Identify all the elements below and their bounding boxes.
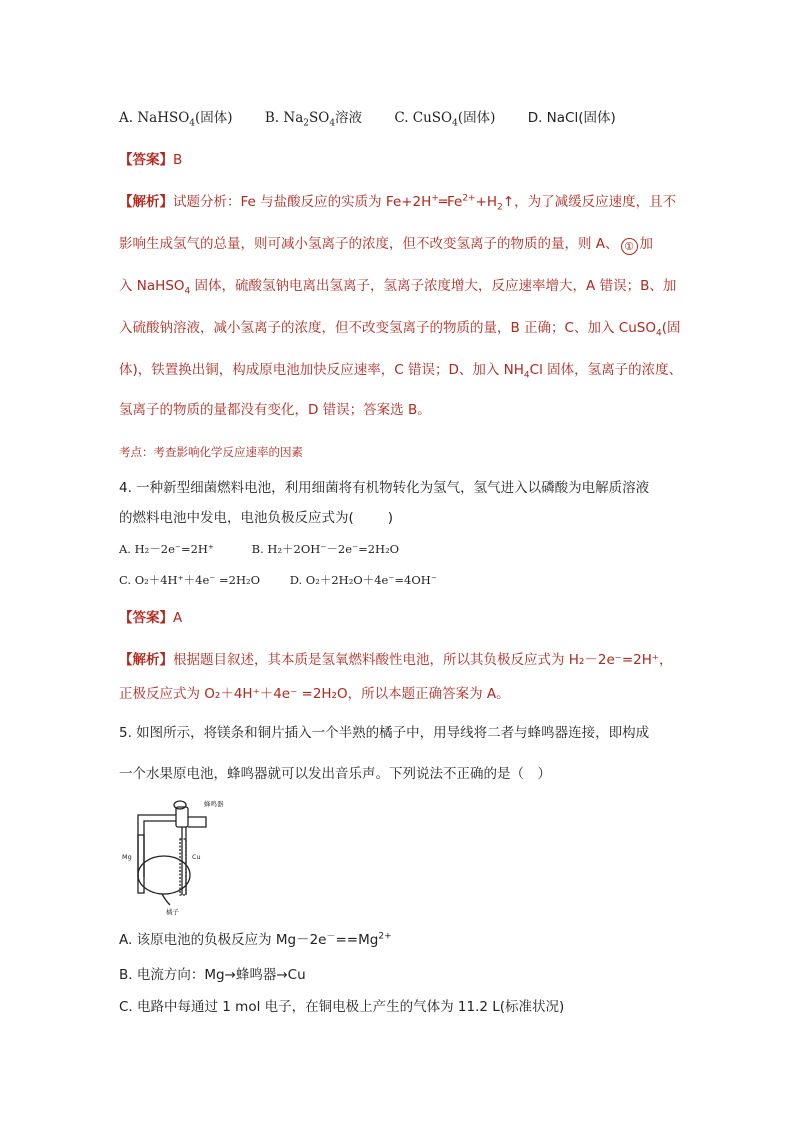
q4-option-b: B. H₂＋2OH⁻－2e⁻=2H₂O (251, 542, 400, 556)
q4-option-d: D. O₂＋2H₂O＋4e⁻=4OH⁻ (289, 573, 437, 587)
mg-label: Mg (122, 853, 132, 861)
q5-option-c: C. 电路中每通过 1 mol 电子，在铜电极上产生的气体为 11.2 L(标准状况) (119, 999, 565, 1015)
buzzer-body (176, 807, 188, 827)
cu-label: Cu (192, 853, 201, 861)
q4-options-line-2 (119, 570, 437, 590)
q4-answer (119, 608, 182, 628)
orange-label: 橘子 (166, 908, 179, 916)
answer-label: 【答案】 (119, 610, 173, 626)
q3-analysis-line-5: 体)，铁置换出铜，构成原电池加快反应速率，C 错误；D、加入 $NH_4Cl$ 固体，氢离子的浓度、 (119, 362, 683, 381)
q3-option-d: D. NaCl(固体) (527, 110, 616, 126)
q4-analysis-line-2: 正极反应式为 O₂＋4H⁺＋4e⁻ =2H₂O，所以本题正确答案为 A。 (119, 686, 510, 702)
analysis-label: 【解析】 (119, 194, 173, 210)
q3-option-a: A. NaHSO$_4$(固体) (119, 110, 233, 129)
q3-analysis-line-4: 入硫酸钠溶液，减小氢离子的浓度，但不改变氢离子的物质的量，B 正确；C、加入 CuSO$_4$(固 (119, 320, 681, 339)
q3-analysis-line-1: 【解析】试题分析：Fe 与盐酸反应的实质为 $Fe+2H^+═Fe^{2+}+H_2↑$，为了减缓反应速度，且不 (119, 193, 677, 213)
answer-value: A (173, 610, 183, 626)
q3-kaodian: 考点：考查影响化学反应速率的因素 (119, 445, 303, 459)
q4-stem-line-1: 4. 一种新型细菌燃料电池，利用细菌将有机物转化为氢气，氢气进入以磷酸为电解质溶液 (119, 480, 650, 496)
fruit-battery-figure (118, 795, 228, 920)
q4-option-c: C. O₂＋4H⁺＋4e⁻ =2H₂O (119, 573, 261, 587)
q4-options-line-1 (119, 539, 399, 559)
answer-value: B (173, 152, 183, 168)
answer-label: 【答案】 (119, 152, 173, 168)
circle-one-mark: ① (621, 238, 638, 255)
q4-analysis-line-1: 【解析】根据题目叙述，其本质是氢氧燃料酸性电池，所以其负极反应式为 H₂－2e⁻=2H⁺， (119, 652, 673, 668)
q3-option-c: C. CuSO$_4$(固体) (394, 110, 496, 129)
q3-analysis-line-6: 氢离子的物质的量都没有变化，D 错误；答案选 B。 (119, 402, 431, 418)
q5-stem-line-2: 一个水果原电池，蜂鸣器就可以发出音乐声。下列说法不正确的是（ ） (119, 766, 551, 782)
q5-option-b: B. 电流方向：Mg→蜂鸣器→Cu (119, 967, 306, 983)
q5-option-a: A. 该原电池的负极反应为 $Mg-2e^-==Mg^{2+}$ (119, 931, 392, 948)
q3-analysis-line-3: 入 NaHSO$_4$ 固体，硫酸氢钠电离出氢离子，氢离子浓度增大，反应速率增大，A 错误；B、加 (119, 278, 677, 297)
q4-option-a: A. H₂－2e⁻=2H⁺ (119, 542, 214, 556)
q3-options-line (119, 108, 616, 128)
q3-analysis-line-2: 影响生成氢气的总量，则可减小氢离子的浓度，但不改变氢离子的物质的量，则 A、 ① 加 (119, 236, 654, 253)
q4-stem-line-2: 的燃料电池中发电，电池负极反应式为( ) (119, 510, 394, 526)
q5-stem-line-1: 5. 如图所示，将镁条和铜片插入一个半熟的橘子中，用导线将二者与蜂鸣器连接，即构成 (119, 725, 650, 741)
q3-answer (119, 150, 182, 170)
q3-option-b: B. $Na_2SO_4$溶液 (264, 110, 363, 129)
analysis-label: 【解析】 (119, 652, 173, 668)
buzzer-label: 蜂鸣器 (204, 800, 224, 808)
